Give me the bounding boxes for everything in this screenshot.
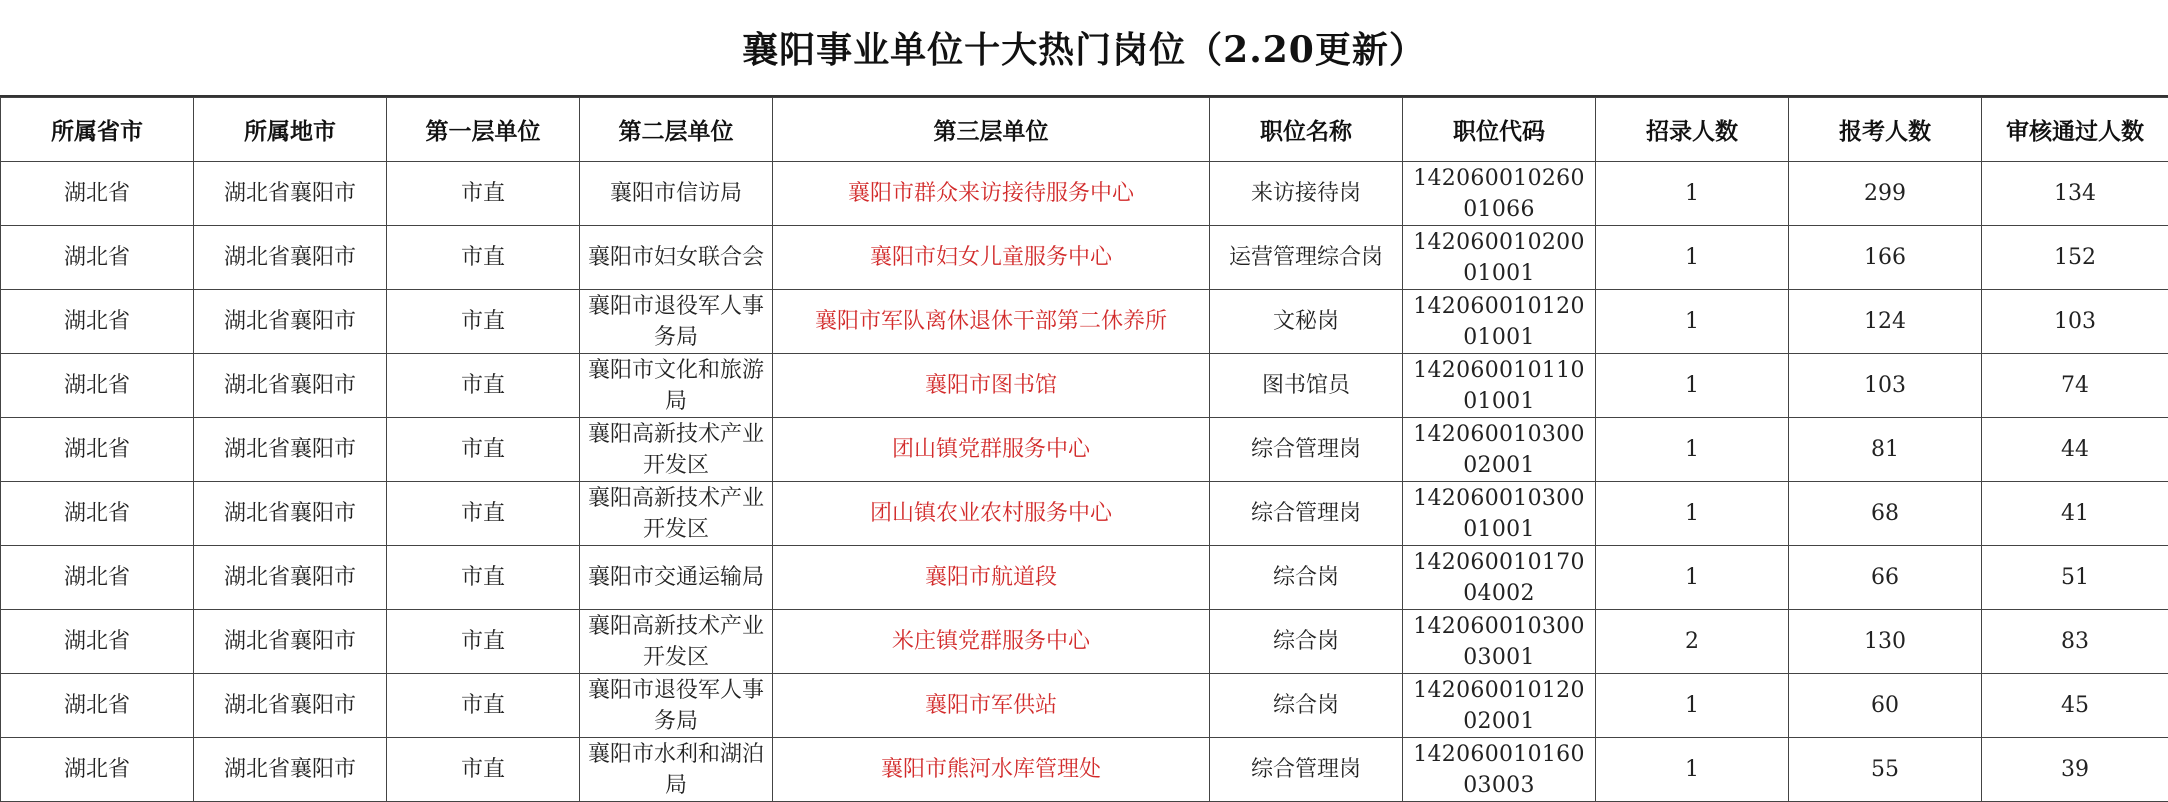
cell-hiring-count: 1: [1596, 674, 1789, 738]
cell-level2-unit: 襄阳市退役军人事务局: [580, 290, 773, 354]
cell-approved-count: 51: [1982, 546, 2168, 610]
cell-level1-unit: 市直: [387, 610, 580, 674]
cell-hiring-count: 1: [1596, 354, 1789, 418]
cell-applicant-count: 166: [1789, 226, 1982, 290]
cell-level3-unit: 襄阳市军供站: [773, 674, 1210, 738]
cell-applicant-count: 103: [1789, 354, 1982, 418]
cell-level2-unit: 襄阳高新技术产业开发区: [580, 418, 773, 482]
cell-hiring-count: 1: [1596, 162, 1789, 226]
cell-hiring-count: 1: [1596, 738, 1789, 802]
cell-position-code: 14206001012002001: [1403, 674, 1596, 738]
cell-position-name: 综合管理岗: [1210, 482, 1403, 546]
header-level3-unit: 第三层单位: [773, 98, 1210, 162]
cell-level1-unit: 市直: [387, 418, 580, 482]
cell-level1-unit: 市直: [387, 674, 580, 738]
cell-level3-unit: 团山镇农业农村服务中心: [773, 482, 1210, 546]
header-row: [1, 98, 2168, 162]
jobs-table: [0, 97, 2168, 802]
cell-position-name: 综合管理岗: [1210, 418, 1403, 482]
table-row: [1, 610, 2168, 674]
header-position-code: 职位代码: [1403, 98, 1596, 162]
cell-applicant-count: 124: [1789, 290, 1982, 354]
cell-position-name: 综合管理岗: [1210, 738, 1403, 802]
cell-level3-unit: 襄阳市妇女儿童服务中心: [773, 226, 1210, 290]
cell-province: 湖北省: [1, 610, 194, 674]
cell-province: 湖北省: [1, 418, 194, 482]
title-row: [0, 0, 2168, 97]
cell-approved-count: 134: [1982, 162, 2168, 226]
cell-level2-unit: 襄阳市水利和湖泊局: [580, 738, 773, 802]
cell-approved-count: 44: [1982, 418, 2168, 482]
table-row: [1, 482, 2168, 546]
cell-hiring-count: 1: [1596, 546, 1789, 610]
cell-city: 湖北省襄阳市: [194, 418, 387, 482]
table-row: [1, 738, 2168, 802]
cell-province: 湖北省: [1, 226, 194, 290]
cell-city: 湖北省襄阳市: [194, 738, 387, 802]
header-applicant-count: 报考人数: [1789, 98, 1982, 162]
cell-approved-count: 83: [1982, 610, 2168, 674]
cell-province: 湖北省: [1, 162, 194, 226]
cell-level3-unit: 襄阳市军队离休退休干部第二休养所: [773, 290, 1210, 354]
cell-position-code: 14206001012001001: [1403, 290, 1596, 354]
cell-applicant-count: 299: [1789, 162, 1982, 226]
cell-applicant-count: 81: [1789, 418, 1982, 482]
cell-province: 湖北省: [1, 290, 194, 354]
cell-level1-unit: 市直: [387, 546, 580, 610]
cell-position-code: 14206001011001001: [1403, 354, 1596, 418]
header-level2-unit: 第二层单位: [580, 98, 773, 162]
cell-position-code: 14206001030002001: [1403, 418, 1596, 482]
cell-applicant-count: 66: [1789, 546, 1982, 610]
cell-applicant-count: 55: [1789, 738, 1982, 802]
table-row: [1, 418, 2168, 482]
cell-position-name: 综合岗: [1210, 546, 1403, 610]
cell-position-code: 14206001016003003: [1403, 738, 1596, 802]
cell-position-code: 14206001030003001: [1403, 610, 1596, 674]
cell-level1-unit: 市直: [387, 482, 580, 546]
header-province: 所属省市: [1, 98, 194, 162]
cell-position-code: 14206001030001001: [1403, 482, 1596, 546]
header-approved-count: 审核通过人数: [1982, 98, 2168, 162]
cell-level2-unit: 襄阳高新技术产业开发区: [580, 610, 773, 674]
cell-approved-count: 103: [1982, 290, 2168, 354]
cell-position-name: 图书馆员: [1210, 354, 1403, 418]
table-row: [1, 226, 2168, 290]
cell-approved-count: 74: [1982, 354, 2168, 418]
cell-city: 湖北省襄阳市: [194, 674, 387, 738]
cell-approved-count: 152: [1982, 226, 2168, 290]
cell-position-name: 文秘岗: [1210, 290, 1403, 354]
cell-position-name: 运营管理综合岗: [1210, 226, 1403, 290]
header-city: 所属地市: [194, 98, 387, 162]
cell-hiring-count: 1: [1596, 290, 1789, 354]
cell-level3-unit: 襄阳市熊河水库管理处: [773, 738, 1210, 802]
cell-province: 湖北省: [1, 674, 194, 738]
cell-level3-unit: 襄阳市群众来访接待服务中心: [773, 162, 1210, 226]
cell-position-code: 14206001020001001: [1403, 226, 1596, 290]
table-row: [1, 674, 2168, 738]
cell-level3-unit: 米庄镇党群服务中心: [773, 610, 1210, 674]
cell-level2-unit: 襄阳市退役军人事务局: [580, 674, 773, 738]
cell-level2-unit: 襄阳高新技术产业开发区: [580, 482, 773, 546]
header-position-name: 职位名称: [1210, 98, 1403, 162]
cell-city: 湖北省襄阳市: [194, 162, 387, 226]
cell-city: 湖北省襄阳市: [194, 226, 387, 290]
table-row: [1, 162, 2168, 226]
cell-level2-unit: 襄阳市妇女联合会: [580, 226, 773, 290]
cell-level1-unit: 市直: [387, 290, 580, 354]
cell-city: 湖北省襄阳市: [194, 290, 387, 354]
cell-applicant-count: 60: [1789, 674, 1982, 738]
cell-hiring-count: 1: [1596, 418, 1789, 482]
cell-level1-unit: 市直: [387, 354, 580, 418]
page-title: 襄阳事业单位十大热门岗位（2.20更新）: [742, 22, 1426, 73]
cell-position-name: 综合岗: [1210, 610, 1403, 674]
cell-applicant-count: 130: [1789, 610, 1982, 674]
cell-position-name: 综合岗: [1210, 674, 1403, 738]
header-hiring-count: 招录人数: [1596, 98, 1789, 162]
cell-hiring-count: 2: [1596, 610, 1789, 674]
cell-hiring-count: 1: [1596, 226, 1789, 290]
cell-province: 湖北省: [1, 482, 194, 546]
cell-city: 湖北省襄阳市: [194, 610, 387, 674]
cell-applicant-count: 68: [1789, 482, 1982, 546]
cell-province: 湖北省: [1, 546, 194, 610]
cell-level3-unit: 团山镇党群服务中心: [773, 418, 1210, 482]
cell-level1-unit: 市直: [387, 738, 580, 802]
cell-level2-unit: 襄阳市交通运输局: [580, 546, 773, 610]
cell-hiring-count: 1: [1596, 482, 1789, 546]
cell-city: 湖北省襄阳市: [194, 354, 387, 418]
table-row: [1, 354, 2168, 418]
cell-province: 湖北省: [1, 354, 194, 418]
cell-level2-unit: 襄阳市文化和旅游局: [580, 354, 773, 418]
cell-position-name: 来访接待岗: [1210, 162, 1403, 226]
cell-position-code: 14206001017004002: [1403, 546, 1596, 610]
cell-city: 湖北省襄阳市: [194, 546, 387, 610]
cell-level3-unit: 襄阳市航道段: [773, 546, 1210, 610]
cell-approved-count: 39: [1982, 738, 2168, 802]
cell-approved-count: 41: [1982, 482, 2168, 546]
cell-position-code: 14206001026001066: [1403, 162, 1596, 226]
header-level1-unit: 第一层单位: [387, 98, 580, 162]
cell-province: 湖北省: [1, 738, 194, 802]
cell-level1-unit: 市直: [387, 162, 580, 226]
cell-city: 湖北省襄阳市: [194, 482, 387, 546]
cell-level1-unit: 市直: [387, 226, 580, 290]
cell-level2-unit: 襄阳市信访局: [580, 162, 773, 226]
table-row: [1, 546, 2168, 610]
table-row: [1, 290, 2168, 354]
cell-level3-unit: 襄阳市图书馆: [773, 354, 1210, 418]
cell-approved-count: 45: [1982, 674, 2168, 738]
